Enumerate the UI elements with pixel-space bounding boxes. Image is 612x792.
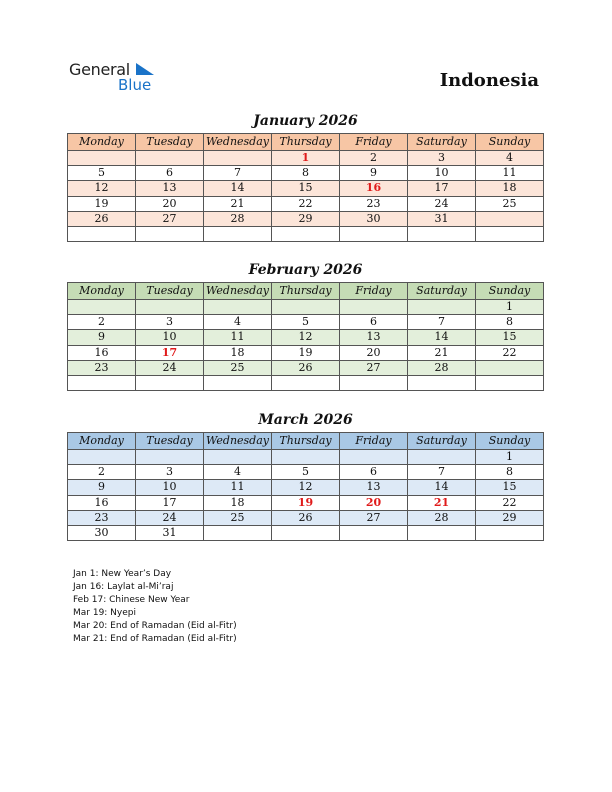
calendar-march — [67, 432, 544, 541]
week-row — [68, 166, 544, 181]
day-cell — [476, 226, 544, 241]
day-cell — [408, 450, 476, 465]
day-cell — [272, 525, 340, 540]
day-cell: 24 — [136, 360, 204, 375]
day-cell: 15 — [272, 181, 340, 196]
day-cell — [136, 151, 204, 166]
day-cell — [68, 151, 136, 166]
day-cell: 14 — [408, 330, 476, 345]
day-cell: 4 — [476, 151, 544, 166]
day-cell: 11 — [204, 330, 272, 345]
day-cell — [68, 226, 136, 241]
day-cell — [136, 300, 204, 315]
day-cell: 1 — [476, 300, 544, 315]
day-cell — [204, 300, 272, 315]
day-cell: 10 — [408, 166, 476, 181]
day-cell — [136, 226, 204, 241]
week-row — [68, 510, 544, 525]
weekday-header: Friday — [340, 433, 408, 450]
day-cell — [272, 450, 340, 465]
holiday-item: Mar 19: Nyepi — [73, 608, 136, 618]
day-cell: 30 — [68, 525, 136, 540]
day-cell: 18 — [204, 345, 272, 360]
day-cell: 8 — [476, 315, 544, 330]
day-cell: 24 — [136, 510, 204, 525]
day-cell: 27 — [340, 360, 408, 375]
month-title-february: February 2026 — [248, 262, 363, 278]
day-cell: 23 — [68, 510, 136, 525]
day-cell — [204, 525, 272, 540]
day-cell: 17 — [136, 345, 204, 360]
weekday-header: Friday — [340, 283, 408, 300]
day-cell: 13 — [340, 480, 408, 495]
weekday-header: Wednesday — [204, 433, 272, 450]
day-cell — [476, 525, 544, 540]
day-cell: 22 — [272, 196, 340, 211]
day-cell: 20 — [136, 196, 204, 211]
day-cell: 25 — [476, 196, 544, 211]
month-title-january: January 2026 — [253, 113, 358, 129]
day-cell: 3 — [136, 315, 204, 330]
logo-blue-text: Blue — [118, 76, 152, 94]
weekday-header-row — [68, 283, 544, 300]
day-cell: 6 — [340, 465, 408, 480]
day-cell: 7 — [408, 465, 476, 480]
day-cell — [136, 450, 204, 465]
day-cell: 8 — [476, 465, 544, 480]
day-cell: 19 — [272, 345, 340, 360]
day-cell — [340, 375, 408, 390]
day-cell: 29 — [476, 510, 544, 525]
weekday-header: Saturday — [408, 433, 476, 450]
calendar-february — [67, 282, 544, 391]
day-cell: 15 — [476, 480, 544, 495]
day-cell — [204, 151, 272, 166]
day-cell: 18 — [204, 495, 272, 510]
week-row — [68, 495, 544, 510]
week-row — [68, 226, 544, 241]
weekday-header: Thursday — [272, 283, 340, 300]
day-cell — [476, 211, 544, 226]
weekday-header: Monday — [68, 283, 136, 300]
day-cell: 18 — [476, 181, 544, 196]
day-cell: 14 — [408, 480, 476, 495]
week-row — [68, 211, 544, 226]
day-cell: 21 — [408, 495, 476, 510]
day-cell — [272, 226, 340, 241]
day-cell: 27 — [136, 211, 204, 226]
holiday-item: Mar 20: End of Ramadan (Eid al-Fitr) — [73, 621, 237, 631]
day-cell — [272, 300, 340, 315]
weekday-header: Thursday — [272, 433, 340, 450]
day-cell: 26 — [272, 360, 340, 375]
day-cell: 16 — [68, 345, 136, 360]
day-cell: 10 — [136, 480, 204, 495]
day-cell: 23 — [68, 360, 136, 375]
day-cell: 4 — [204, 465, 272, 480]
day-cell: 5 — [272, 465, 340, 480]
day-cell: 5 — [272, 315, 340, 330]
day-cell — [68, 375, 136, 390]
day-cell: 19 — [272, 495, 340, 510]
day-cell: 24 — [408, 196, 476, 211]
day-cell: 22 — [476, 495, 544, 510]
day-cell: 30 — [340, 211, 408, 226]
day-cell — [408, 525, 476, 540]
day-cell: 17 — [136, 495, 204, 510]
day-cell: 2 — [68, 465, 136, 480]
weekday-header: Saturday — [408, 134, 476, 151]
day-cell: 5 — [68, 166, 136, 181]
day-cell — [476, 375, 544, 390]
day-cell: 16 — [340, 181, 408, 196]
day-cell: 2 — [340, 151, 408, 166]
day-cell: 9 — [340, 166, 408, 181]
day-cell: 3 — [408, 151, 476, 166]
weekday-header: Saturday — [408, 283, 476, 300]
weekday-header: Wednesday — [204, 283, 272, 300]
weekday-header: Thursday — [272, 134, 340, 151]
day-cell — [408, 375, 476, 390]
day-cell: 13 — [340, 330, 408, 345]
day-cell: 11 — [476, 166, 544, 181]
month-title-march: March 2026 — [258, 412, 353, 428]
day-cell: 2 — [68, 315, 136, 330]
week-row — [68, 360, 544, 375]
day-cell: 10 — [136, 330, 204, 345]
week-row — [68, 465, 544, 480]
week-row — [68, 151, 544, 166]
weekday-header: Monday — [68, 433, 136, 450]
day-cell: 1 — [272, 151, 340, 166]
day-cell: 9 — [68, 330, 136, 345]
weekday-header: Sunday — [476, 134, 544, 151]
day-cell: 11 — [204, 480, 272, 495]
weekday-header: Friday — [340, 134, 408, 151]
week-row — [68, 375, 544, 390]
day-cell — [68, 300, 136, 315]
week-row — [68, 181, 544, 196]
weekday-header: Sunday — [476, 283, 544, 300]
day-cell: 8 — [272, 166, 340, 181]
day-cell: 19 — [68, 196, 136, 211]
day-cell — [408, 300, 476, 315]
weekday-header: Tuesday — [136, 283, 204, 300]
week-row — [68, 330, 544, 345]
day-cell: 12 — [68, 181, 136, 196]
weekday-header: Monday — [68, 134, 136, 151]
holiday-item: Jan 16: Laylat al-Mi’raj — [73, 582, 174, 592]
day-cell: 13 — [136, 181, 204, 196]
day-cell — [272, 375, 340, 390]
day-cell: 17 — [408, 181, 476, 196]
day-cell: 6 — [136, 166, 204, 181]
day-cell: 23 — [340, 196, 408, 211]
day-cell — [340, 300, 408, 315]
week-row — [68, 450, 544, 465]
day-cell: 20 — [340, 345, 408, 360]
holiday-item: Feb 17: Chinese New Year — [73, 595, 190, 605]
day-cell: 15 — [476, 330, 544, 345]
day-cell: 16 — [68, 495, 136, 510]
day-cell: 7 — [408, 315, 476, 330]
day-cell: 21 — [408, 345, 476, 360]
week-row — [68, 480, 544, 495]
day-cell: 12 — [272, 330, 340, 345]
day-cell: 25 — [204, 510, 272, 525]
day-cell — [340, 525, 408, 540]
day-cell — [204, 450, 272, 465]
day-cell: 1 — [476, 450, 544, 465]
day-cell — [204, 375, 272, 390]
day-cell: 25 — [204, 360, 272, 375]
day-cell: 29 — [272, 211, 340, 226]
week-row — [68, 315, 544, 330]
day-cell: 12 — [272, 480, 340, 495]
holiday-item: Mar 21: End of Ramadan (Eid al-Fitr) — [73, 634, 237, 644]
day-cell: 4 — [204, 315, 272, 330]
day-cell — [340, 450, 408, 465]
weekday-header: Tuesday — [136, 433, 204, 450]
weekday-header-row — [68, 433, 544, 450]
day-cell: 9 — [68, 480, 136, 495]
day-cell: 6 — [340, 315, 408, 330]
day-cell: 26 — [272, 510, 340, 525]
week-row — [68, 345, 544, 360]
day-cell: 28 — [204, 211, 272, 226]
day-cell: 27 — [340, 510, 408, 525]
calendar-january — [67, 133, 544, 242]
day-cell: 22 — [476, 345, 544, 360]
holiday-list — [73, 568, 237, 646]
day-cell — [340, 226, 408, 241]
holiday-item: Jan 1: New Year’s Day — [73, 569, 172, 579]
day-cell: 28 — [408, 360, 476, 375]
weekday-header: Wednesday — [204, 134, 272, 151]
logo — [69, 60, 159, 96]
day-cell — [476, 360, 544, 375]
day-cell — [408, 226, 476, 241]
day-cell: 14 — [204, 181, 272, 196]
weekday-header: Sunday — [476, 433, 544, 450]
day-cell — [204, 226, 272, 241]
week-row — [68, 196, 544, 211]
day-cell: 3 — [136, 465, 204, 480]
day-cell — [68, 450, 136, 465]
week-row — [68, 300, 544, 315]
day-cell: 31 — [408, 211, 476, 226]
day-cell — [136, 375, 204, 390]
weekday-header-row — [68, 134, 544, 151]
day-cell: 21 — [204, 196, 272, 211]
day-cell: 20 — [340, 495, 408, 510]
day-cell: 28 — [408, 510, 476, 525]
day-cell: 7 — [204, 166, 272, 181]
weekday-header: Tuesday — [136, 134, 204, 151]
logo-general-text: General — [69, 60, 130, 79]
week-row — [68, 525, 544, 540]
day-cell: 26 — [68, 211, 136, 226]
country-title: Indonesia — [439, 70, 539, 91]
day-cell: 31 — [136, 525, 204, 540]
logo-triangle-icon — [134, 62, 156, 76]
